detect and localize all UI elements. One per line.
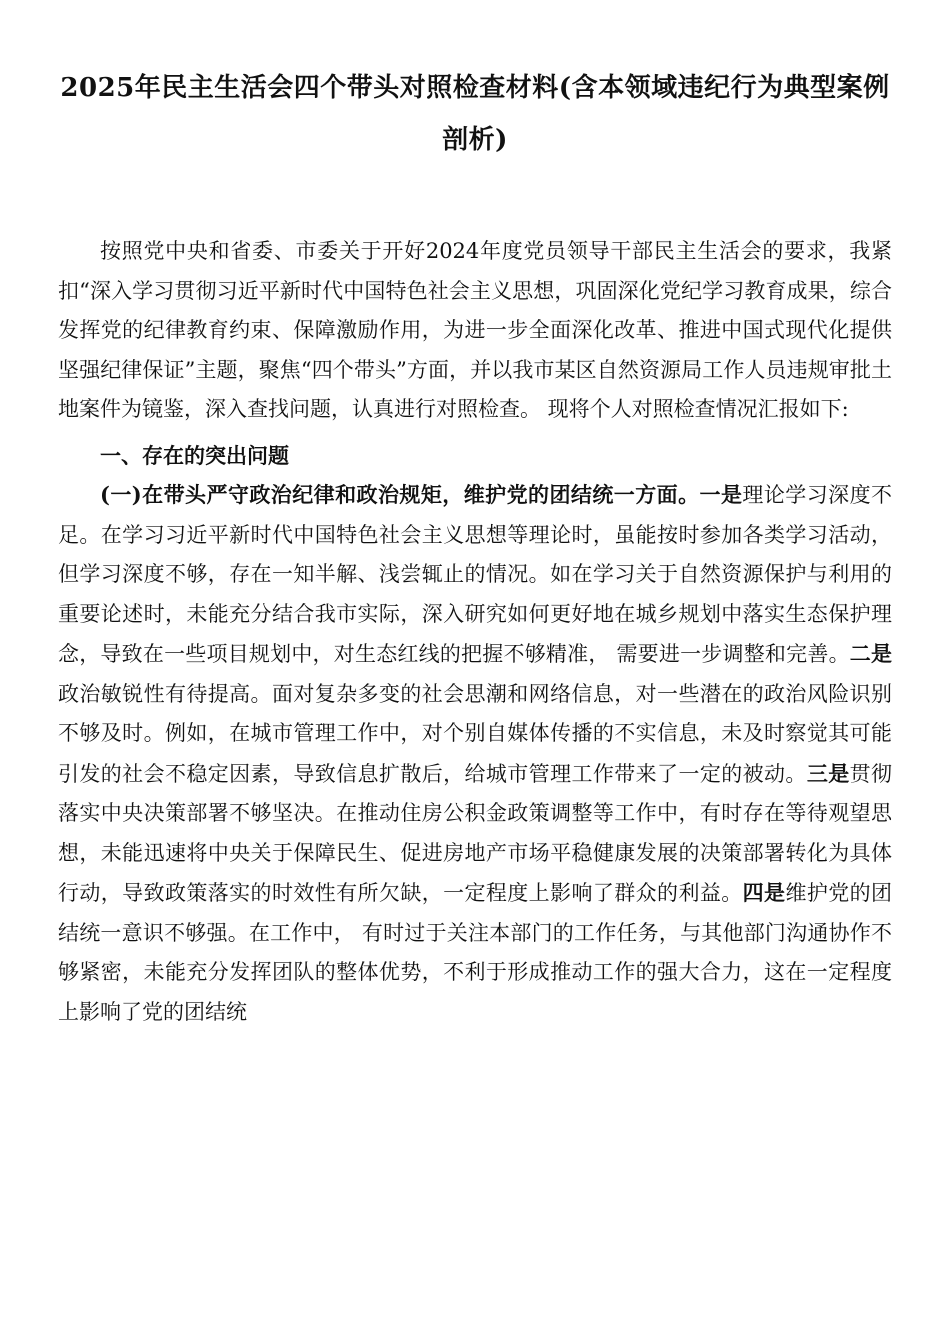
point-text-2: 政治敏锐性有待提高。面对复杂多变的社会思潮和网络信息，对一些潜在的政治风险识别不够及时。例如，在城市管理工作中，对个别自媒体传播的不实信息，未及时察觉其可能引发的社会不稳定因素，导致信息扩散后，给城市管理工作带来了一定的被动。 bbox=[58, 681, 892, 786]
document-body bbox=[58, 232, 892, 1032]
subsection-heading: (一)在带头严守政治纪律和政治规矩，维护党的团结统一方面。 bbox=[100, 482, 700, 507]
section-heading: 一、存在的突出问题 bbox=[100, 442, 289, 468]
document-page bbox=[58, 62, 892, 1032]
point-label-1: 一是 bbox=[699, 482, 743, 507]
document-title: 2025年民主生活会四个带头对照检查材料(含本领域违纪行为典型案例剖析) bbox=[60, 73, 890, 155]
point-label-4: 四是 bbox=[742, 880, 786, 905]
point-text-4: 维护党的团结统一意识不够强。在工作中， 有时过于关注本部门的工作任务，与其他部门沟通协作不够紧密，未能充分发挥团队的整体优势，不利于形成推动工作的强大合力，这在一定程度上影响了党的团结统 bbox=[58, 881, 893, 1024]
point-text-1: 理论学习深度不足。在学习习近平新时代中国特色社会主义思想等理论时，虽能按时参加各类学习活动， 但学习深度不够，存在一知半解、浅尝辄止的情况。如在学习关于自然资源保护与利用的重要论述时，未能充分结合我市实际，深入研究如何更好地在城乡规划中落实生态保护理念，导致在一些项目规划中，对生态红线的把握不够精准， 需要进一步调整和完善。 bbox=[58, 483, 893, 666]
subsection-paragraph bbox=[58, 475, 892, 1032]
intro-paragraph: 按照党中央和省委、市委关于开好2024年度党员领导干部民主生活会的要求，我紧扣“深入学习贯彻习近平新时代中国特色社会主义思想，巩固深化党纪学习教育成果，综合发挥党的纪律教育约束、保障激励作用，为进一步全面深化改革、推进中国式现代化提供坚强纪律保证”主题，聚焦“四个带头”方面，并以我市某区自然资源局工作人员违规审批土地案件为镜鉴，深入查找问题，认真进行对照检查。 现将个人对照检查情况汇报如下: bbox=[58, 239, 892, 421]
point-label-2: 二是 bbox=[849, 641, 893, 666]
point-label-3: 三是 bbox=[806, 760, 850, 786]
point-text-3: 贯彻落实中央决策部署不够坚决。在推动住房公积金政策调整等工作中，有时存在等待观望思想，未能迅速将中央关于保障民生、促进房地产市场平稳健康发展的决策部署转化为具体行动，导致政策落实的时效性有所欠缺，一定程度上影响了群众的利益。 bbox=[58, 761, 893, 905]
